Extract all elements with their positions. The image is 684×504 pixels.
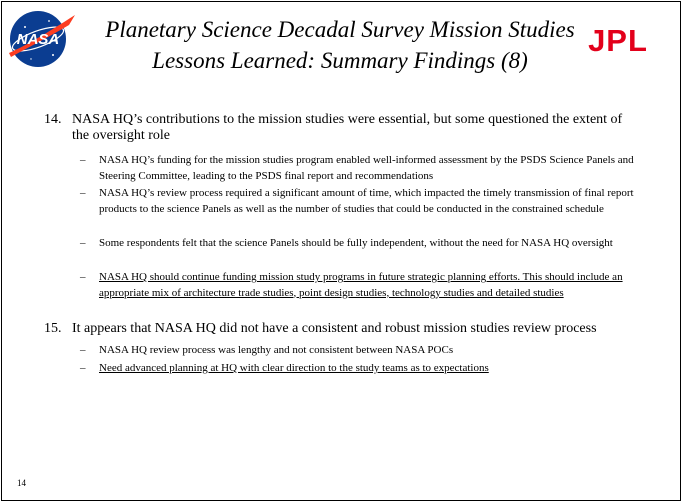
- bullet-dash: –: [80, 271, 86, 283]
- bullet-dash: –: [80, 237, 86, 249]
- title-line-2: Lessons Learned: Summary Findings (8): [152, 48, 528, 73]
- slide-title: [60, 14, 620, 76]
- bullet-text: NASA HQ’s review process required a significant amount of time, which impacted the timely transmission of final report products to the science Panels as well as the number of studies that could be conducted in the constrained schedule: [99, 187, 634, 215]
- finding-number: 14.: [44, 112, 62, 127]
- bullet-dash: –: [80, 362, 86, 374]
- nasa-logo-text: NASA: [16, 31, 60, 48]
- bullet-text: NASA HQ review process was lengthy and not consistent between NASA POCs: [99, 344, 454, 356]
- finding-text: NASA HQ’s contributions to the mission studies were essential, but some questioned the extent of the oversight role: [72, 112, 623, 143]
- page-number: 14: [17, 478, 26, 488]
- bullet-text: Some respondents felt that the science Panels should be fully independent, without the need for NASA HQ oversight: [99, 237, 613, 249]
- finding-text: It appears that NASA HQ did not have a consistent and robust mission studies review process: [72, 321, 597, 336]
- title-line-1: Planetary Science Decadal Survey Mission Studies: [105, 17, 575, 42]
- bullet-text: NASA HQ should continue funding mission study programs in future strategic planning efforts. This should include an appropriate mix of architecture trade studies, point design studies, technology studies and detailed studies: [99, 271, 623, 299]
- jpl-logo-text: JPL: [588, 24, 648, 56]
- finding-number: 15.: [44, 321, 62, 336]
- jpl-logo: [578, 24, 658, 56]
- slide-header: [0, 0, 684, 90]
- bullet-dash: –: [80, 187, 86, 199]
- bullet-text: NASA HQ’s funding for the mission studies program enabled well-informed assessment by the PSDS Science Panels and Steering Committee, leading to the PSDS final report and recommendations: [99, 154, 634, 182]
- bullet-dash: –: [80, 154, 86, 166]
- bullet-text: Need advanced planning at HQ with clear direction to the study teams as to expectations: [99, 362, 489, 374]
- bullet-dash: –: [80, 344, 86, 356]
